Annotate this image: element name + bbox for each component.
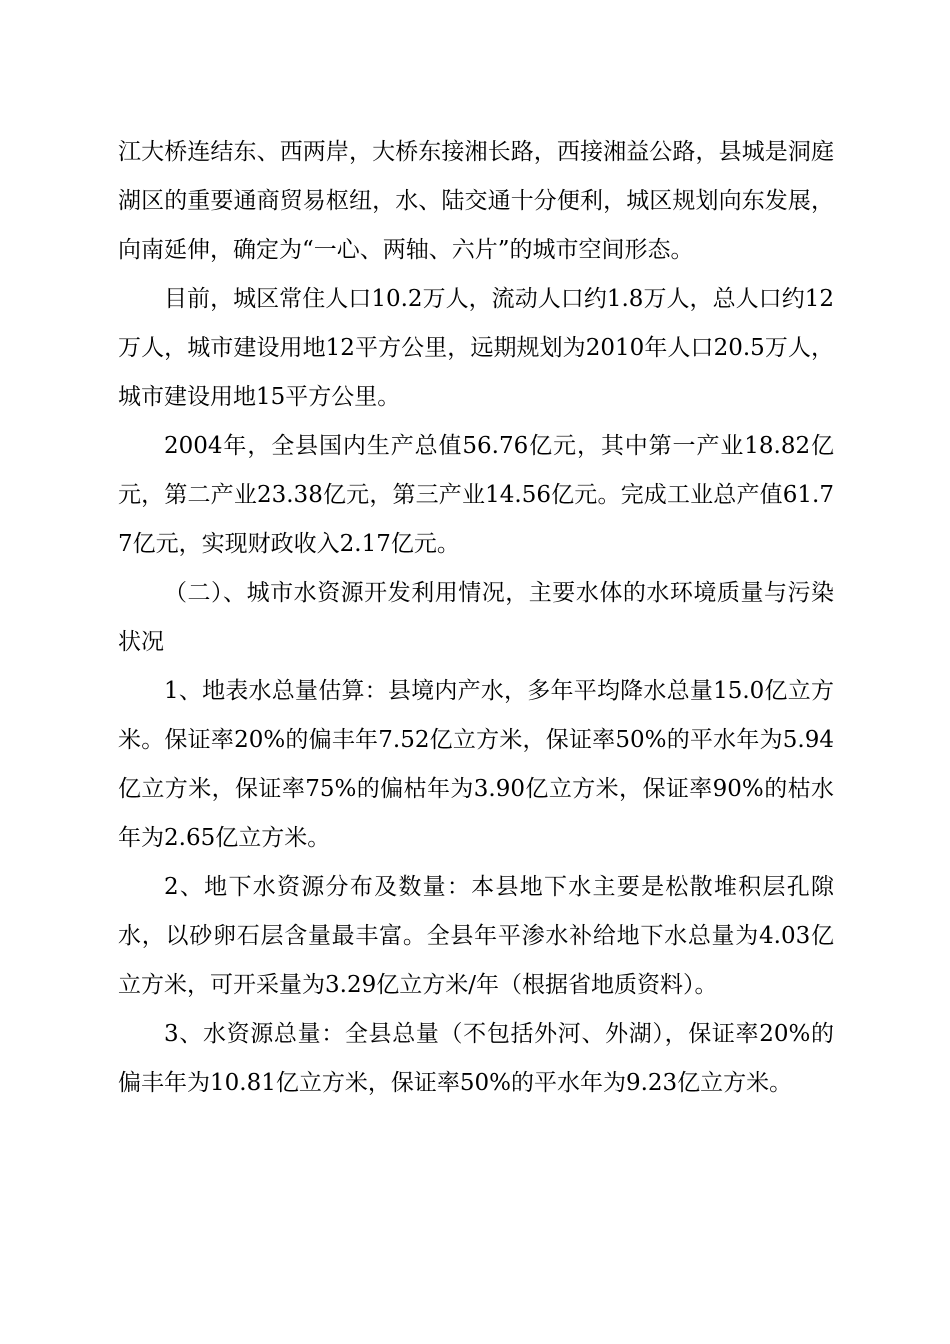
paragraph-total-water: 3、水资源总量：全县总量（不包括外河、外湖），保证率20%的偏丰年为10.81亿立方米，保证率50%的平水年为9.23亿立方米。 [118, 1021, 834, 1096]
paragraph-gdp: 2004年，全县国内生产总值56.76亿元，其中第一产业18.82亿元，第二产业23.38亿元，第三产业14.56亿元。完成工业总产值61.77亿元，实现财政收入2.17亿元。 [118, 433, 834, 557]
document-page [118, 128, 834, 1108]
paragraph-city-layout: 江大桥连结东、西两岸，大桥东接湘长路，西接湘益公路，县城是洞庭湖区的重要通商贸易枢纽，水、陆交通十分便利，城区规划向东发展，向南延伸，确定为“一心、两轴、六片”的城市空间形态。 [118, 139, 834, 263]
paragraph-groundwater: 2、地下水资源分布及数量：本县地下水主要是松散堆积层孔隙水，以砂卵石层含量最丰富。全县年平渗水补给地下水总量为4.03亿立方米，可开采量为3.29亿立方米/年（根据省地质资料）。 [118, 874, 834, 998]
paragraph-population: 目前，城区常住人口10.2万人，流动人口约1.8万人，总人口约12万人，城市建设用地12平方公里，远期规划为2010年人口20.5万人，城市建设用地15平方公里。 [118, 286, 834, 410]
section-heading-water-resources: （二）、城市水资源开发利用情况，主要水体的水环境质量与污染状况 [118, 580, 834, 655]
paragraph-surface-water: 1、地表水总量估算：县境内产水，多年平均降水总量15.0亿立方米。保证率20%的偏丰年7.52亿立方米，保证率50%的平水年为5.94亿立方米，保证率75%的偏枯年为3.90亿立方米，保证率90%的枯水年为2.65亿立方米。 [118, 678, 834, 851]
